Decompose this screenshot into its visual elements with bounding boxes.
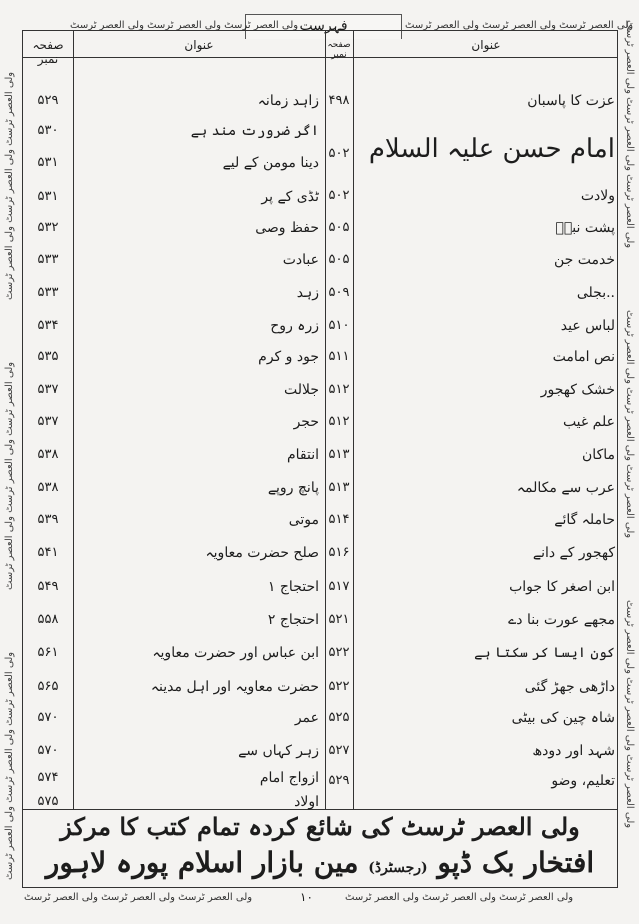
header-strip-left: ولی العصر ٹرسٹ ولی العصر ٹرسٹ ولی العصر ٹرسٹ [70, 20, 299, 31]
toc-entry-title: عرب سے مکالمہ [516, 480, 615, 496]
toc-entry-title: اگر ضرورت مند ہے [190, 123, 319, 139]
toc-entry-page: ۵۶۱ [37, 645, 59, 660]
toc-entry-page: ۵۰۲ [328, 146, 350, 161]
toc-entry-title: شہد اور دودھ [532, 743, 615, 759]
toc-entry-title: حفظ وصی [255, 220, 319, 236]
toc-entry-title: جلالت [283, 382, 319, 398]
toc-entry-page: ۵۳۱ [37, 155, 59, 170]
side-strip-right-3: ولی العصر ٹرسٹ ولی العصر ٹرسٹ ولی العصر ٹرسٹ [624, 600, 635, 829]
toc-entry-title: احتجاج ۱ [267, 579, 319, 595]
banner-registered: (رجسٹرڈ) [368, 860, 428, 876]
toc-entry-page: ۵۰۲ [328, 188, 350, 203]
toc-entry-title: ٹڈی کے پر [261, 189, 319, 205]
side-strip-left: ولی العصر ٹرسٹ ولی العصر ٹرسٹ ولی العصر ٹرسٹ [4, 651, 15, 880]
toc-entry-page: ۵۲۷ [328, 743, 350, 758]
toc-entry-page: ۵۳۵ [37, 349, 59, 364]
toc-entry-page: ۵۰۵ [328, 220, 350, 235]
header-strip-right: ولی العصر ٹرسٹ ولی العصر ٹرسٹ ولی العصر ٹرسٹ [405, 20, 634, 31]
left-title-header: عنوان [184, 38, 214, 52]
toc-entry-page: ۵۳۳ [37, 285, 59, 300]
toc-entry-title: امام حسن علیہ السلام [368, 134, 615, 164]
toc-entry-title: دینا مومن کے لیے [222, 155, 319, 171]
toc-entry-page: ۵۰۹ [328, 285, 350, 300]
toc-entry-title: عزت کا پاسبان [527, 93, 615, 109]
toc-entry-title: ..بجلی [576, 285, 615, 301]
toc-entry-title: زرہ روح [270, 318, 319, 334]
column-divider [353, 31, 354, 809]
toc-entry-page: ۵۳۸ [37, 447, 59, 462]
toc-entry-page: ۵۱۴ [328, 512, 350, 527]
toc-entry-page: ۵۳۲ [37, 220, 59, 235]
toc-entry-page: ۵۲۱ [328, 612, 350, 627]
toc-entry-page: ۵۱۳ [328, 447, 350, 462]
toc-entry-page: ۵۷۰ [37, 743, 59, 758]
toc-entry-title: مجھے عورت بنا دے [508, 612, 615, 628]
toc-entry-page: ۵۷۴ [37, 770, 59, 785]
toc-entry-page: ۵۲۹ [37, 93, 59, 108]
toc-entry-title: ماکان [582, 447, 615, 463]
side-strip-left-3: ولی العصر ٹرسٹ ولی العصر ٹرسٹ ولی العصر ٹرسٹ [4, 71, 15, 300]
toc-entry-title: پانچ روپے [267, 480, 319, 496]
toc-entry-page: ۵۵۸ [37, 612, 59, 627]
right-title-header: عنوان [471, 38, 501, 52]
toc-entry-title: عبادت [282, 252, 319, 268]
side-strip-right-2: ولی العصر ٹرسٹ ولی العصر ٹرسٹ ولی العصر ٹرسٹ [624, 310, 635, 539]
header-divider [23, 57, 617, 58]
toc-entry-title: خشک کھجور [540, 382, 615, 398]
toc-entry-title: حجر [293, 414, 319, 430]
side-strip-right: ولی العصر ٹرسٹ ولی العصر ٹرسٹ ولی العصر ٹرسٹ [624, 20, 635, 249]
toc-entry-page: ۵۳۸ [37, 480, 59, 495]
toc-entry-title: خدمت جن [553, 252, 615, 268]
toc-entry-page: ۵۳۰ [37, 123, 59, 138]
toc-entry-title: پشت نبیؐ [555, 220, 615, 236]
toc-entry-title: احتجاج ۲ [267, 612, 319, 628]
toc-entry-page: ۵۲۲ [328, 645, 350, 660]
toc-entry-title: کون ایسا کر سکتا ہے [474, 645, 615, 661]
toc-entry-page: ۵۳۱ [37, 189, 59, 204]
toc-entry-page: ۵۲۹ [328, 773, 350, 788]
toc-entry-title: ابن عباس اور حضرت معاویہ [152, 645, 319, 661]
toc-entry-page: ۵۳۴ [37, 318, 59, 333]
toc-entry-page: ۵۷۵ [37, 794, 59, 809]
toc-entry-title: داڑھی جھڑ گئی [524, 679, 615, 695]
toc-entry-page: ۵۰۵ [328, 252, 350, 267]
toc-entry-title: انتقام [286, 447, 319, 463]
toc-entry-page: ۵۲۵ [328, 710, 350, 725]
footer-strip-left: ولی العصر ٹرسٹ ولی العصر ٹرسٹ ولی العصر ٹرسٹ [24, 892, 253, 903]
toc-entry-page: ۵۳۹ [37, 512, 59, 527]
toc-entry-title: حضرت معاویہ اور اہل مدینہ [150, 679, 319, 695]
toc-entry-page: ۵۱۶ [328, 545, 350, 560]
toc-entry-page: ۵۴۹ [37, 579, 59, 594]
toc-entry-page: ۵۴۱ [37, 545, 59, 560]
toc-entry-page: ۵۳۷ [37, 382, 59, 397]
toc-entry-page: ۵۱۲ [328, 414, 350, 429]
banner-line-1: ولی العصر ٹرسٹ کی شائع کردہ تمام کتب کا مرکز [60, 812, 580, 841]
toc-entry-page: ۵۱۷ [328, 579, 350, 594]
toc-entry-page: ۴۹۸ [328, 93, 350, 108]
toc-entry-title: عمر [294, 710, 319, 726]
footer-strip-right: ولی العصر ٹرسٹ ولی العصر ٹرسٹ ولی العصر ٹرسٹ [345, 892, 574, 903]
toc-entry-title: ولادت [580, 188, 615, 204]
side-strip-left-2: ولی العصر ٹرسٹ ولی العصر ٹرسٹ ولی العصر ٹرسٹ [4, 361, 15, 590]
toc-entry-title: زہر کہاں سے [238, 743, 319, 759]
toc-entry-title: نص امامت [552, 349, 615, 365]
banner-shop-name: افتخار بک ڈپو [437, 846, 595, 879]
toc-entry-page: ۵۷۰ [37, 710, 59, 725]
banner-divider [23, 809, 617, 810]
toc-entry-page: ۵۳۷ [37, 414, 59, 429]
toc-entry-title: اولاد [294, 794, 319, 810]
toc-entry-page: ۵۳۳ [37, 252, 59, 267]
left-page-header: صفحہ نمبر [32, 38, 64, 66]
toc-entry-page: ۵۱۱ [328, 349, 350, 364]
page-number: ۱۰ [300, 890, 313, 904]
right-page-header: صفحہ نمبر [327, 40, 351, 60]
toc-entry-title: تعلیم، وضو [551, 773, 615, 789]
toc-entry-page: ۵۱۲ [328, 382, 350, 397]
toc-entry-title: ابن اصغر کا جواب [509, 579, 615, 595]
banner-address: مین بازار اسلام پورہ لاہور [45, 846, 359, 879]
toc-entry-title: زاہد زمانہ [257, 93, 319, 109]
toc-entry-title: لباس عید [560, 318, 615, 334]
toc-entry-page: ۵۱۳ [328, 480, 350, 495]
toc-entry-title: زہد [296, 285, 319, 301]
toc-entry-title: حاملہ گائے [554, 512, 615, 528]
column-divider [73, 31, 74, 809]
toc-entry-page: ۵۶۵ [37, 679, 59, 694]
banner-line-2 [30, 846, 610, 879]
toc-entry-title: صلح حضرت معاویہ [205, 545, 319, 561]
toc-entry-page: ۵۱۰ [328, 318, 350, 333]
toc-entry-title: علم غیب [562, 414, 615, 430]
toc-entry-title: جود و کرم [258, 349, 319, 365]
toc-entry-title: موتی [288, 512, 319, 528]
toc-entry-title: ازواج امام [259, 770, 319, 786]
contents-title: فہرست [299, 18, 348, 34]
toc-entry-page: ۵۲۲ [328, 679, 350, 694]
toc-entry-title: کھجور کے دانے [532, 545, 615, 561]
toc-entry-title: شاہ چین کی بیٹی [511, 710, 615, 726]
